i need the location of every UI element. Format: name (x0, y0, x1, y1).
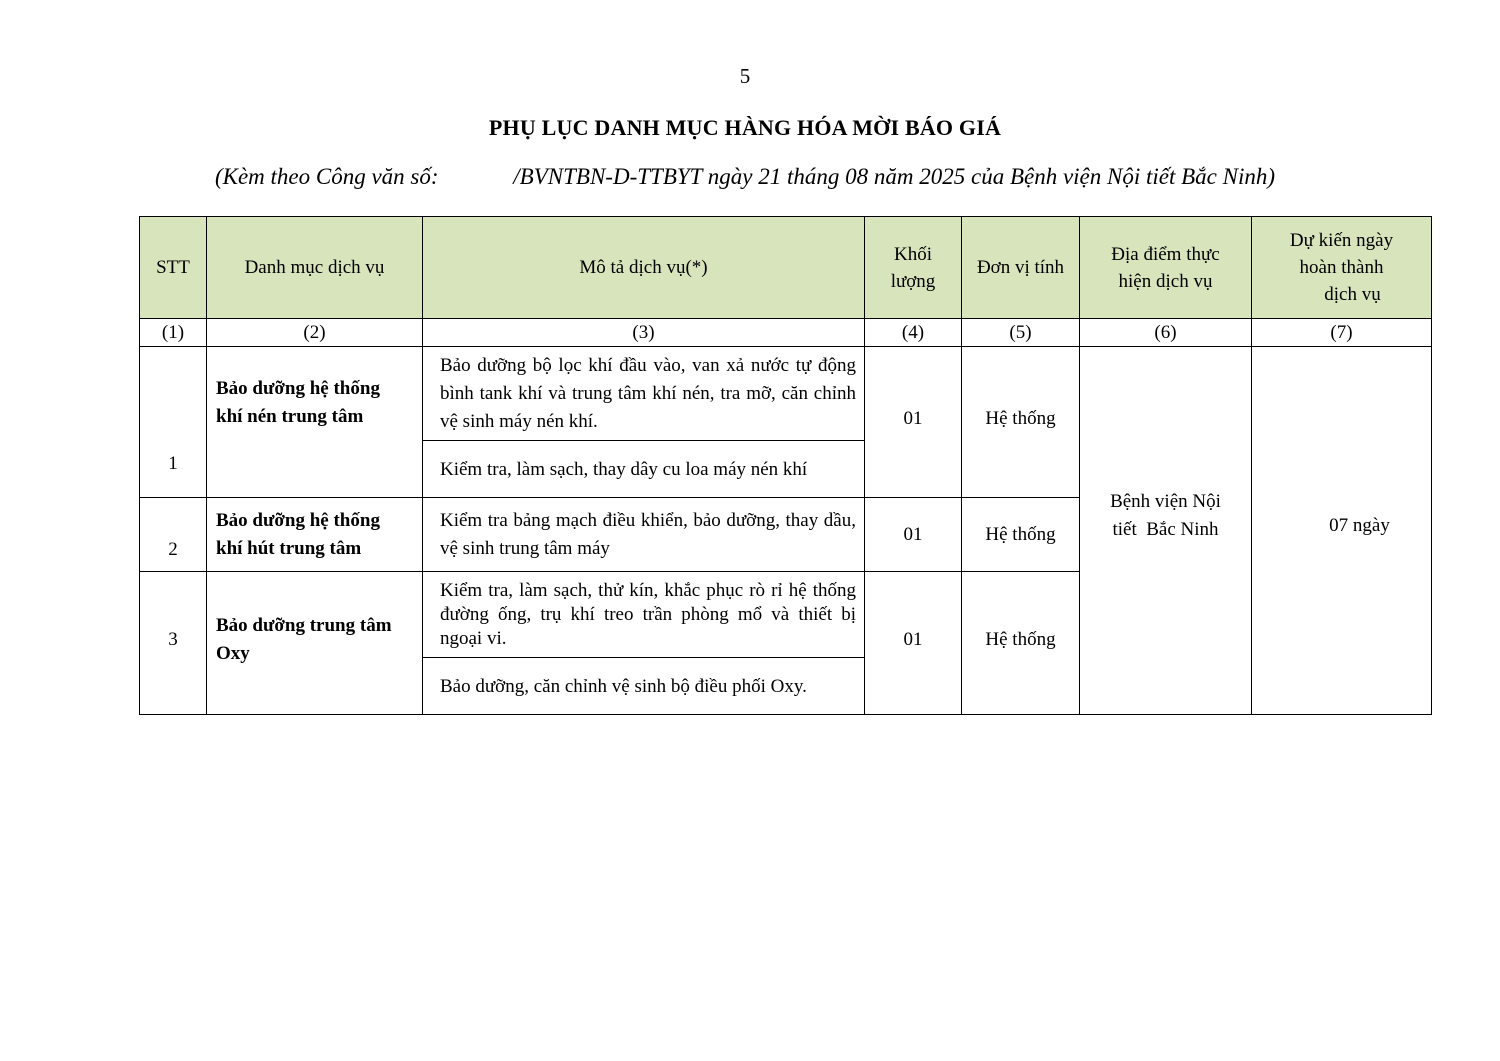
header-quantity (865, 217, 962, 319)
header-service: Danh mục dịch vụ (207, 217, 423, 319)
stt-cell (140, 572, 207, 715)
column-number: (7) (1252, 319, 1432, 347)
unit-cell: Hệ thống (962, 347, 1080, 498)
service-description: Bảo dưỡng bộ lọc khí đầu vào, van xả nước tự động bình tank khí và trung tâm khí nén, tra mỡ, căn chỉnh vệ sinh máy nén khí. (423, 347, 865, 441)
quantity-cell: 01 (865, 572, 962, 715)
column-number: (3) (423, 319, 865, 347)
stt-value: 2 (168, 539, 178, 560)
duration-cell (1252, 347, 1432, 715)
service-name-line-1: Bảo dưỡng trung tâm (216, 615, 392, 636)
header-duration (1252, 217, 1432, 319)
table-row (140, 347, 1432, 441)
column-number: (1) (140, 319, 207, 347)
service-name (207, 572, 423, 715)
service-description: Kiểm tra, làm sạch, thử kín, khắc phục rò rỉ hệ thống đường ống, trụ khí treo trần phòng mổ và thiết bị ngoại vi. (423, 572, 865, 658)
header-location (1080, 217, 1252, 319)
header-stt: STT (140, 217, 207, 319)
duration-value: 07 ngày (1329, 514, 1390, 536)
stt-value: 3 (168, 629, 178, 650)
services-table (139, 216, 1432, 715)
service-name-line-2: Oxy (216, 643, 250, 664)
location-line-1: Bệnh viện Nội (1110, 490, 1221, 512)
column-number-row (140, 319, 1432, 347)
service-description: Kiểm tra, làm sạch, thay dây cu loa máy nén khí (423, 441, 865, 498)
header-duration-line-2: hoàn thành (1299, 257, 1384, 278)
stt-cell (140, 347, 207, 498)
unit-cell: Hệ thống (962, 498, 1080, 572)
service-description: Kiểm tra bảng mạch điều khiển, bảo dưỡng, thay dầu, vệ sinh trung tâm máy (423, 498, 865, 572)
header-duration-line-3: dịch vụ (1324, 284, 1381, 305)
stt-value: 1 (168, 453, 178, 474)
unit-cell: Hệ thống (962, 572, 1080, 715)
service-name (207, 347, 423, 498)
service-name-line-2: khí nén trung tâm (216, 406, 364, 427)
header-quantity-line-2: lượng (890, 270, 936, 292)
quantity-cell: 01 (865, 347, 962, 498)
header-unit: Đơn vị tính (962, 217, 1080, 319)
page-number: 5 (739, 64, 751, 88)
service-name-line-1: Bảo dưỡng hệ thống (216, 509, 380, 531)
column-number: (6) (1080, 319, 1252, 347)
service-name (207, 498, 423, 572)
header-row (140, 217, 1432, 319)
location-line-2: tiết Bắc Ninh (1112, 518, 1219, 540)
header-description: Mô tả dịch vụ(*) (423, 217, 865, 319)
header-location-line-1: Địa điểm thực (1111, 243, 1220, 265)
column-number: (4) (865, 319, 962, 347)
quantity-cell: 01 (865, 498, 962, 572)
location-cell (1080, 347, 1252, 715)
header-duration-line-1: Dự kiến ngày (1289, 230, 1394, 251)
column-number: (5) (962, 319, 1080, 347)
service-name-line-2: khí hút trung tâm (216, 537, 362, 559)
service-description: Bảo dưỡng, căn chỉnh vệ sinh bộ điều phối Oxy. (423, 658, 865, 715)
column-number: (2) (207, 319, 423, 347)
stt-cell (140, 498, 207, 572)
document-title: PHỤ LỤC DANH MỤC HÀNG HÓA MỜI BÁO GIÁ (488, 115, 1002, 140)
header-location-line-2: hiện dịch vụ (1118, 270, 1213, 292)
service-name-line-1: Bảo dưỡng hệ thống (216, 378, 380, 399)
header-quantity-line-1: Khối (894, 243, 932, 265)
document-subtitle: (Kèm theo Công văn số: /BVNTBN-D-TTBYT ngày 21 tháng 08 năm 2025 của Bệnh viện Nội tiết Bắc Ninh) (214, 164, 1276, 189)
